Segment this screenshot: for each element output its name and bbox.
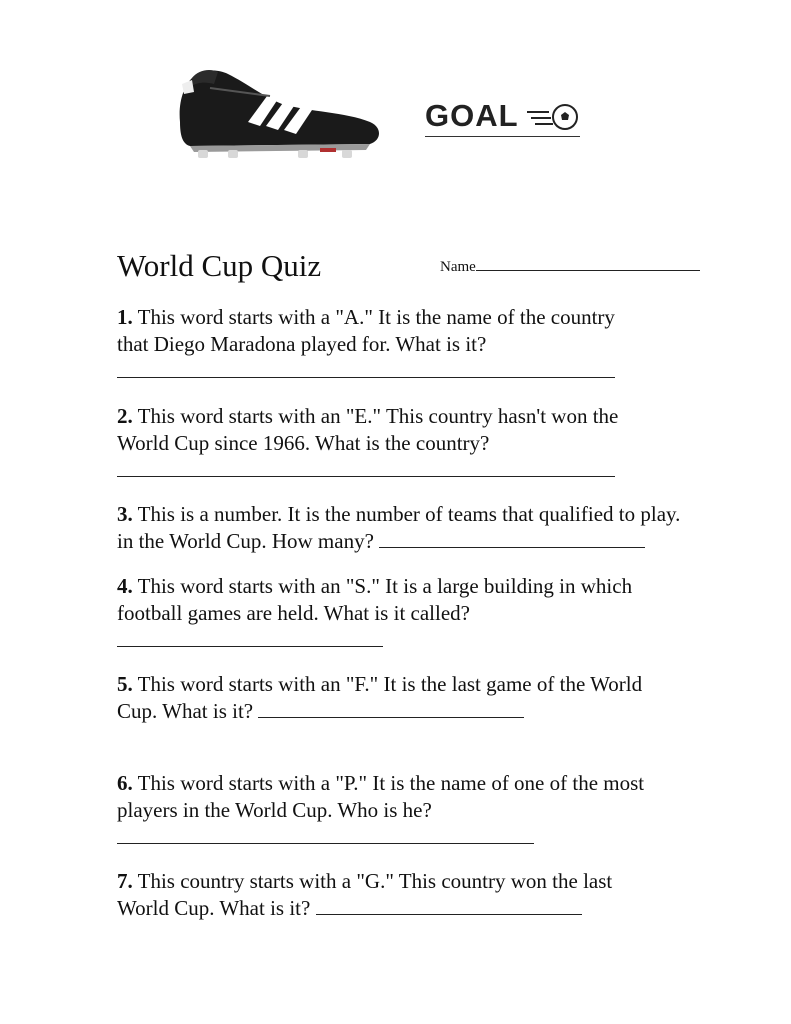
question-5 xyxy=(117,671,642,725)
question-text: This is a number. It is the number of teams that qualified to play. xyxy=(137,502,681,526)
question-number: 3. xyxy=(117,502,133,526)
question-number: 6. xyxy=(117,771,133,795)
name-blank[interactable] xyxy=(476,256,700,271)
question-1 xyxy=(117,304,615,385)
question-text: This word starts with a "A." It is the name of the country xyxy=(137,305,615,329)
answer-blank[interactable] xyxy=(117,824,534,844)
name-label: Name xyxy=(440,259,476,275)
question-text: This word starts with an "S." It is a large building in which xyxy=(137,574,633,598)
goal-logo-text: GOAL xyxy=(425,98,519,133)
goal-logo xyxy=(425,96,585,140)
question-2 xyxy=(117,403,618,484)
question-3 xyxy=(117,501,680,555)
question-number: 5. xyxy=(117,672,133,696)
answer-blank[interactable] xyxy=(117,627,383,647)
soccer-cleat-image xyxy=(170,62,385,162)
logo-underline xyxy=(425,136,580,137)
name-field-row xyxy=(440,256,700,277)
question-text: This word starts with an "E." This country hasn't won the xyxy=(137,404,619,428)
question-number: 1. xyxy=(117,305,133,329)
answer-blank[interactable] xyxy=(117,457,615,477)
question-7 xyxy=(117,868,612,922)
answer-blank[interactable] xyxy=(379,528,645,548)
question-text: football games are held. What is it called? xyxy=(117,601,470,625)
question-number: 2. xyxy=(117,404,133,428)
question-text: in the World Cup. How many? xyxy=(117,529,374,553)
answer-blank[interactable] xyxy=(258,698,524,718)
question-text: This word starts with an "F." It is the last game of the World xyxy=(137,672,643,696)
question-number: 4. xyxy=(117,574,133,598)
question-text: World Cup since 1966. What is the country? xyxy=(117,431,490,455)
question-text: players in the World Cup. Who is he? xyxy=(117,798,432,822)
question-4 xyxy=(117,573,632,654)
question-text: This country starts with a "G." This country won the last xyxy=(137,869,613,893)
question-text: that Diego Maradona played for. What is it? xyxy=(117,332,487,356)
page-title: World Cup Quiz xyxy=(117,248,322,283)
soccer-ball-icon xyxy=(523,98,583,138)
question-text: Cup. What is it? xyxy=(117,699,254,723)
answer-blank[interactable] xyxy=(316,895,582,915)
question-text: World Cup. What is it? xyxy=(117,896,311,920)
question-text: This word starts with a "P." It is the name of one of the most xyxy=(137,771,645,795)
question-6 xyxy=(117,770,644,851)
question-number: 7. xyxy=(117,869,133,893)
answer-blank[interactable] xyxy=(117,358,615,378)
